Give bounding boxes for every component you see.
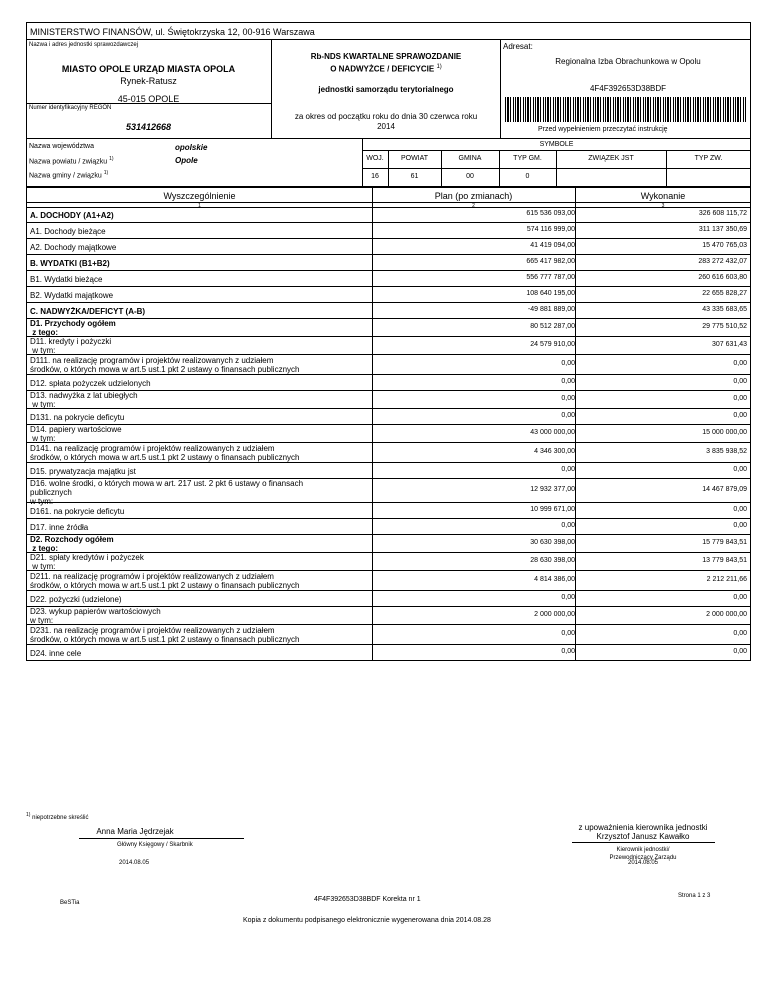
row-label-line: A. DOCHODY (A1+A2) (30, 210, 114, 220)
row-label (30, 337, 111, 355)
signature-line (572, 842, 715, 843)
unit-city: 45-015 OPOLE (117, 94, 180, 104)
execution-value: 29 775 510,52 (702, 323, 747, 330)
symbol-header-gmina: GMINA (458, 155, 482, 162)
row-label (30, 413, 124, 422)
symbol-value-woj: 16 (371, 173, 379, 180)
row-label (30, 507, 124, 516)
period-line1: za okres od początku roku do dnia 30 czerwca roku (294, 112, 478, 121)
footnote: $^{1)}$ niepotrzebne skreślić (26, 812, 89, 821)
column-number-3: 3 (661, 203, 665, 209)
instruction-note: Przed wypełnieniem przeczytać instrukcję (538, 126, 668, 133)
column-divider (575, 409, 576, 424)
data-table (26, 207, 751, 661)
column-divider (372, 223, 373, 238)
row-label (30, 479, 303, 506)
execution-value: 307 631,43 (711, 341, 747, 348)
divider (27, 202, 750, 203)
column-number-1: 1 (198, 203, 201, 209)
row-label (30, 523, 88, 532)
table-row (26, 355, 751, 375)
row-label-line: w tym: (30, 434, 56, 443)
table-row (26, 645, 751, 661)
row-label-line: D16. wolne środki, o których mowa w art. 217 ust. 2 pkt 6 ustawy o finansach (30, 479, 304, 488)
execution-value: 14 467 879,09 (702, 486, 747, 493)
execution-value: 2 000 000,00 (706, 611, 747, 618)
ministry-address: MINISTERSTWO FINANSÓW, ul. Świętokrzyska 12, 00-916 Warszawa (30, 27, 315, 37)
table-row (26, 607, 751, 625)
row-label-line: C. NADWYŻKA/DEFICYT (A-B) (30, 306, 146, 316)
regon-label: Numer identyfikacyjny REGON (29, 105, 112, 111)
column-divider (372, 303, 373, 318)
regon-value: 531412668 (125, 122, 172, 132)
row-label-line: D2. Rozchody ogółem (30, 535, 114, 544)
table-row (26, 375, 751, 391)
execution-value: 43 335 683,65 (702, 306, 747, 313)
execution-value: 326 608 115,72 (698, 210, 747, 217)
execution-value: 15 470 765,03 (702, 242, 747, 249)
plan-value: 0,00 (561, 378, 575, 385)
column-divider (575, 375, 576, 390)
signature-right-date: 2014.08.05 (627, 860, 659, 866)
plan-value: 10 999 671,00 (530, 506, 575, 513)
plan-value: 4 346 300,00 (534, 448, 575, 455)
row-label-line: z tego: (30, 328, 58, 337)
column-header-description: Wyszczególnienie (163, 191, 236, 201)
execution-value: 15 779 843,51 (702, 539, 747, 546)
column-divider (575, 591, 576, 606)
execution-value: 311 137 350,69 (698, 226, 747, 233)
row-label-line: D141. na realizację programów i projektów realizowanych z udziałem (30, 444, 275, 453)
table-row (26, 337, 751, 355)
column-divider (372, 645, 373, 660)
column-divider (372, 337, 373, 354)
column-divider (372, 207, 373, 222)
row-label (30, 356, 299, 374)
execution-value: 260 616 603,80 (698, 274, 747, 281)
column-divider (372, 319, 373, 336)
row-label (30, 467, 136, 476)
plan-value: 574 116 999,00 (526, 226, 575, 233)
execution-value: 22 655 828,27 (702, 290, 747, 297)
row-label (30, 649, 81, 658)
row-label-line: D23. wykup papierów wartościowych (30, 607, 161, 616)
row-label-line: B. WYDATKI (B1+B2) (30, 258, 110, 268)
voivodeship-value: opolskie (175, 143, 208, 152)
table-row (26, 535, 751, 553)
addressee-value: Regionalna Izba Obrachunkowa w Opolu (555, 57, 701, 66)
divider (372, 188, 373, 208)
row-label (30, 425, 122, 443)
column-divider (372, 607, 373, 624)
execution-value: 0,00 (733, 466, 747, 473)
signature-right-header: z upoważnienia kierownika jednostki (578, 823, 708, 832)
table-row (26, 391, 751, 409)
row-label-line: w tym: (30, 346, 56, 355)
row-label (30, 227, 106, 236)
column-divider (372, 271, 373, 286)
column-divider (372, 535, 373, 552)
row-label-line: D211. na realizację programów i projektów realizowanych z udziałem (30, 572, 274, 581)
county-value: Opole (175, 156, 198, 165)
table-row (26, 519, 751, 535)
row-label-line: D131. na pokrycie deficytu (30, 412, 125, 422)
column-header-execution: Wykonanie (640, 191, 686, 201)
period (272, 112, 500, 132)
row-label (30, 626, 299, 644)
county-label: Nazwa powiatu / związku $^{1)}$ (29, 156, 114, 166)
row-label-line: z tego: (30, 544, 58, 553)
divider (575, 188, 576, 208)
column-divider (575, 355, 576, 374)
row-label (30, 607, 161, 625)
row-label-line: D231. na realizację programów i projektów realizowanych z udziałem (30, 626, 275, 635)
table-header (26, 187, 751, 208)
column-divider (575, 223, 576, 238)
execution-value: 0,00 (733, 648, 747, 655)
plan-value: 0,00 (561, 630, 575, 637)
plan-value: 4 814 386,00 (534, 576, 575, 583)
column-divider (575, 607, 576, 624)
column-divider (372, 375, 373, 390)
unit-label: Nazwa i adres jednostki sprawozdawczej (29, 42, 139, 48)
copy-note: Kopia z dokumentu podpisanego elektronicznie wygenerowana dnia 2014.08.28 (243, 917, 491, 924)
plan-value: 665 417 982,00 (526, 258, 575, 265)
row-label (30, 572, 299, 590)
row-label (30, 259, 110, 268)
plan-value: 0,00 (561, 594, 575, 601)
row-label (30, 391, 138, 409)
row-label-line: w tym: (30, 497, 54, 506)
column-divider (372, 255, 373, 270)
signature-left-date: 2014.08.05 (119, 860, 150, 866)
signature-right-role-2: Przewodniczący Zarządu (609, 855, 677, 861)
plan-value: 30 630 398,00 (530, 539, 575, 546)
report-subtitle: jednostki samorządu terytorialnego (318, 85, 454, 94)
page-number: Strona 1 z 3 (678, 893, 711, 899)
column-divider (575, 319, 576, 336)
column-divider (575, 255, 576, 270)
column-divider (575, 503, 576, 518)
table-row (26, 255, 751, 271)
row-label (30, 275, 102, 284)
column-divider (372, 355, 373, 374)
column-header-plan: Plan (po zmianach) (434, 191, 513, 201)
table-row (26, 239, 751, 255)
plan-value: -49 881 889,00 (527, 306, 575, 313)
row-label-line: B1. Wydatki bieżące (30, 274, 103, 284)
table-row (26, 409, 751, 425)
column-divider (575, 645, 576, 660)
column-divider (575, 425, 576, 442)
plan-value: 0,00 (561, 466, 575, 473)
report-title-line2: O NADWYŻCE / DEFICYCIE $^{1)}$ (330, 64, 442, 74)
row-label-line: D14. papiery wartościowe (30, 425, 122, 434)
row-label-line: w tym: (30, 616, 54, 625)
symbol-header-typ-zw: TYP ZW. (694, 155, 723, 162)
row-label-line: D111. na realizację programów i projektów realizowanych z udziałem (30, 356, 274, 365)
column-divider (372, 625, 373, 644)
document-code: 4F4F392653D38BDF (589, 84, 667, 93)
row-label-line: w tym: (30, 562, 56, 571)
execution-value: 0,00 (733, 506, 747, 513)
table-row (26, 571, 751, 591)
symbols-label: SYMBOLE (539, 141, 574, 148)
row-label (30, 535, 114, 553)
addressee-label: Adresat: (503, 42, 533, 51)
column-divider (372, 391, 373, 408)
table-row (26, 319, 751, 337)
row-label-line: publicznych (30, 488, 72, 497)
execution-value: 0,00 (733, 522, 747, 529)
row-label-line: D21. spłaty kredytów i pożyczek (30, 553, 144, 562)
row-label-line: D17. inne źródła (30, 522, 89, 532)
divider (26, 103, 271, 104)
column-divider (372, 591, 373, 606)
table-row (26, 591, 751, 607)
execution-value: 15 000 000,00 (702, 429, 747, 436)
plan-value: 28 630 398,00 (530, 557, 575, 564)
unit-name: MIASTO OPOLE URZĄD MIASTA OPOLA (61, 64, 236, 74)
row-label (30, 243, 116, 252)
row-label (30, 291, 113, 300)
plan-value: 0,00 (561, 412, 575, 419)
table-row (26, 479, 751, 506)
row-label (30, 595, 122, 604)
voivodeship-label: Nazwa województwa (29, 143, 94, 150)
column-divider (575, 479, 576, 502)
plan-value: 43 000 000,00 (530, 429, 575, 436)
unit-street: Rynek-Ratusz (120, 76, 177, 86)
barcode (505, 97, 746, 122)
report-title-line1: Rb-NDS KWARTALNE SPRAWOZDANIE (310, 52, 462, 61)
execution-value: 0,00 (733, 378, 747, 385)
symbol-header-woj: WOJ. (366, 155, 384, 162)
table-row (26, 287, 751, 303)
gmina-label: Nazwa gminy / związku $^{1)}$ (29, 170, 109, 180)
column-divider (575, 571, 576, 590)
column-divider (372, 287, 373, 302)
table-row (26, 463, 751, 479)
plan-value: 0,00 (561, 648, 575, 655)
column-divider (575, 625, 576, 644)
plan-value: 0,00 (561, 395, 575, 402)
column-divider (575, 287, 576, 302)
execution-value: 13 779 843,51 (702, 557, 747, 564)
divider (26, 39, 751, 40)
table-row (26, 443, 751, 463)
execution-value: 0,00 (733, 412, 747, 419)
row-label (30, 553, 144, 571)
column-divider (372, 443, 373, 462)
symbol-value-powiat: 61 (410, 173, 419, 180)
row-label-line: A1. Dochody bieżące (30, 226, 106, 236)
symbol-value-gmina: 00 (466, 173, 474, 180)
column-divider (575, 463, 576, 478)
signature-right-name: Krzysztof Janusz Kawałko (596, 832, 690, 841)
execution-value: 0,00 (733, 594, 747, 601)
plan-value: 0,00 (561, 522, 575, 529)
table-row (26, 223, 751, 239)
row-label (30, 307, 145, 316)
column-divider (575, 519, 576, 534)
row-label-line: D11. kredyty i pożyczki (30, 337, 112, 346)
column-divider (372, 503, 373, 518)
plan-value: 556 777 787,00 (526, 274, 575, 281)
plan-value: 80 512 287,00 (530, 323, 575, 330)
symbol-header-zwiazek: ZWIĄZEK JST (588, 155, 634, 162)
row-label-line: środków, o których mowa w art.5 ust.1 pkt 2 ustawy o finansach publicznych (30, 453, 300, 462)
column-divider (372, 409, 373, 424)
column-divider (575, 391, 576, 408)
table-row (26, 425, 751, 443)
row-label-line: D1. Przychody ogółem (30, 319, 116, 328)
software-name: BeSTia (60, 900, 80, 906)
report-title (272, 52, 500, 75)
signature-left-name: Anna Maria Jędrzejak (96, 827, 174, 836)
column-divider (372, 479, 373, 502)
row-label (30, 379, 151, 388)
column-divider (575, 303, 576, 318)
column-divider (372, 553, 373, 570)
row-label-line: D22. pożyczki (udzielone) (30, 594, 122, 604)
execution-value: 0,00 (733, 395, 747, 402)
column-divider (575, 443, 576, 462)
row-label-line: B2. Wydatki majątkowe (30, 290, 114, 300)
signature-right-role-1: Kierownik jednostki/ (616, 847, 670, 853)
divider (500, 39, 501, 138)
execution-value: 2 212 211,66 (706, 576, 747, 583)
column-divider (372, 463, 373, 478)
column-divider (575, 535, 576, 552)
plan-value: 615 536 093,00 (526, 210, 575, 217)
symbol-header-powiat: POWIAT (400, 155, 429, 162)
execution-value: 283 272 432,07 (698, 258, 747, 265)
execution-value: 0,00 (733, 360, 747, 367)
row-label (30, 211, 114, 220)
divider (26, 138, 751, 139)
row-label-line: D161. na pokrycie deficytu (30, 506, 125, 516)
plan-value: 108 640 195,00 (526, 290, 575, 297)
row-label (30, 444, 299, 462)
column-divider (575, 271, 576, 286)
column-divider (575, 239, 576, 254)
symbol-header-typ-gm: TYP GM. (513, 155, 542, 162)
table-row (26, 207, 751, 223)
column-divider (372, 519, 373, 534)
period-line2: 2014 (377, 122, 395, 131)
symbol-value-typ-gm: 0 (525, 173, 530, 180)
row-label-line: w tym: (30, 400, 56, 409)
execution-value: 3 835 938,52 (706, 448, 747, 455)
table-row (26, 303, 751, 319)
table-row (26, 625, 751, 645)
execution-value: 0,00 (733, 630, 747, 637)
signature-line (79, 838, 244, 839)
column-divider (372, 425, 373, 442)
row-label-line: środków, o których mowa w art.5 ust.1 pkt 2 ustawy o finansach publicznych (30, 581, 300, 590)
row-label-line: A2. Dochody majątkowe (30, 242, 117, 252)
plan-value: 24 579 910,00 (530, 341, 575, 348)
row-label-line: D12. spłata pożyczek udzielonych (30, 378, 151, 388)
plan-value: 12 932 377,00 (530, 486, 575, 493)
row-label-line: D24. inne cele (30, 648, 82, 658)
plan-value: 2 000 000,00 (534, 611, 575, 618)
row-label-line: D15. prywatyzacja majątku jst (30, 466, 136, 476)
column-divider (575, 337, 576, 354)
table-row (26, 553, 751, 571)
table-row (26, 271, 751, 287)
table-row (26, 503, 751, 519)
column-divider (372, 239, 373, 254)
row-label (30, 319, 116, 337)
row-label-line: środków, o których mowa w art.5 ust.1 pkt 2 ustawy o finansach publicznych (30, 365, 300, 374)
plan-value: 41 419 094,00 (530, 242, 575, 249)
column-divider (575, 553, 576, 570)
row-label-line: D13. nadwyżka z lat ubiegłych (30, 391, 138, 400)
row-label-line: środków, o których mowa w art.5 ust.1 pkt 2 ustawy o finansach publicznych (30, 635, 300, 644)
signature-left-role: Główny Księgowy / Skarbnik (117, 842, 193, 848)
column-divider (575, 207, 576, 222)
footer-document-code: 4F4F392653D38BDF Korekta nr 1 (314, 896, 421, 903)
column-number-2: 2 (472, 203, 475, 209)
plan-value: 0,00 (561, 360, 575, 367)
column-divider (372, 571, 373, 590)
